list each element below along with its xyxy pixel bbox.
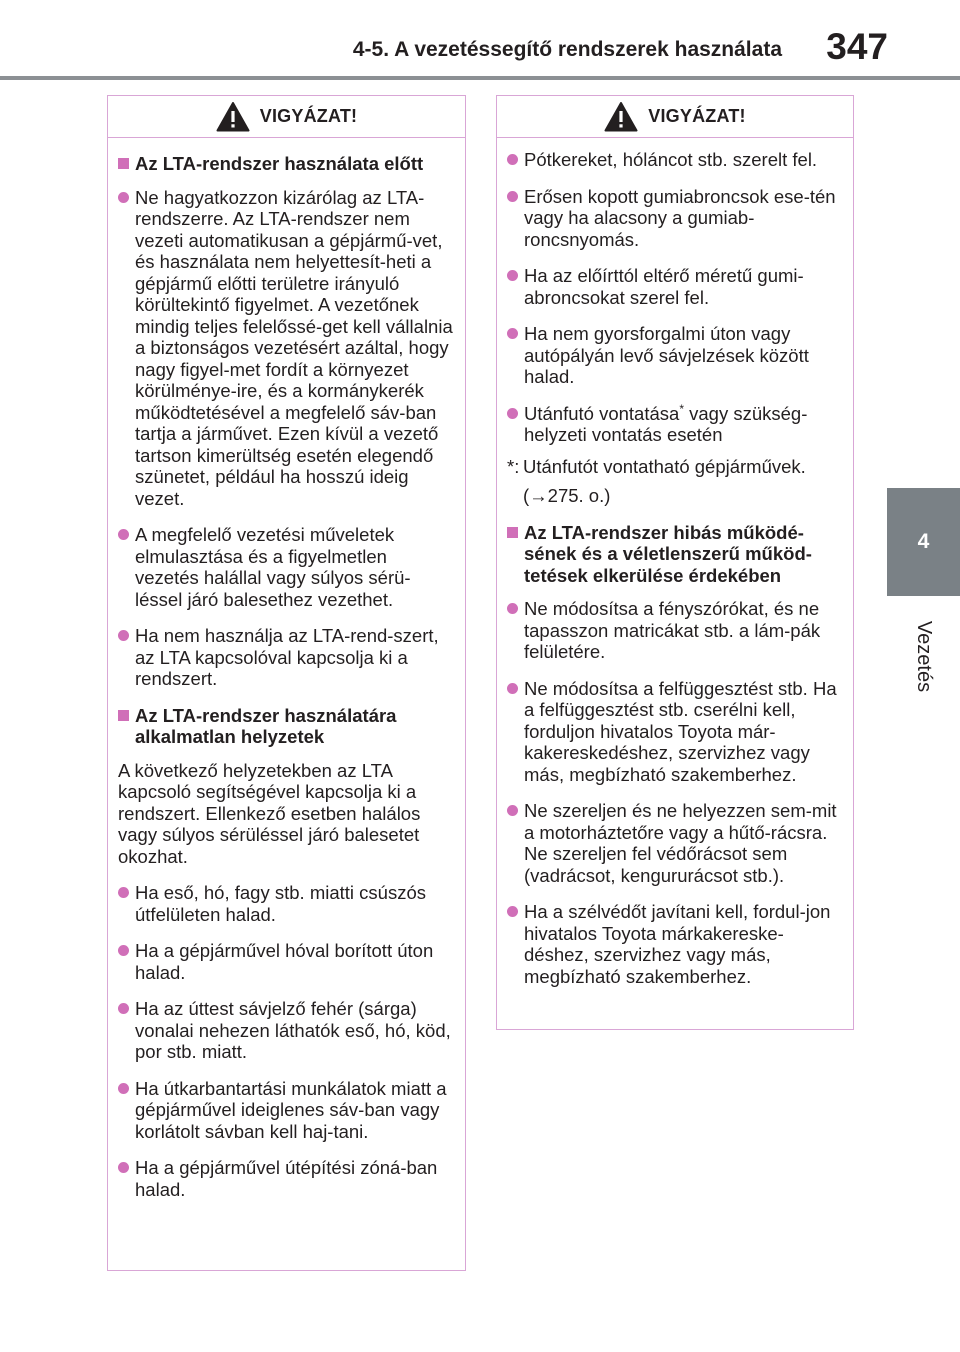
warning-header bbox=[108, 96, 465, 138]
round-bullet-icon bbox=[118, 1162, 129, 1173]
round-bullet-icon bbox=[507, 603, 518, 614]
warning-title: VIGYÁZAT! bbox=[259, 106, 358, 126]
warning-box-right bbox=[496, 95, 854, 1030]
list-item-text: Ha a szélvédőt javítani kell, fordul-jon hivatalos Toyota márkakereske-déshez, szervizhez vagy más, megbízható szakemberhez. bbox=[524, 901, 831, 987]
list-item bbox=[118, 940, 455, 983]
list-item-text: Pótkereket, hóláncot stb. szerelt fel. bbox=[524, 149, 818, 170]
list-item bbox=[118, 625, 455, 690]
towing-text-rest: vagy szükség-helyzeti vontatás esetén bbox=[524, 402, 808, 445]
list-item bbox=[507, 186, 843, 251]
list-item-text: Ne módosítsa a felfüggesztést stb. Ha a felfüggesztést stb. cserélni kell, forduljon hivatalos Toyota már-kakereskedéshez, szervizhez vagy más, megbízható szakemberhez. bbox=[524, 677, 837, 785]
round-bullet-icon bbox=[507, 805, 518, 816]
list-item bbox=[507, 265, 843, 308]
list-item-text: Ha az úttest sávjelző fehér (sárga) vonalai nehezen láthatók eső, hó, köd, por stb. miatt. bbox=[135, 998, 451, 1062]
warning-triangle-icon bbox=[604, 101, 638, 133]
list-item-text: Ha az előírttól eltérő méretű gumi-abroncsokat szerel fel. bbox=[524, 265, 804, 308]
footnote-star: * bbox=[679, 401, 684, 416]
chapter-label bbox=[892, 612, 956, 700]
warning-triangle-icon bbox=[216, 101, 250, 133]
round-bullet-icon bbox=[118, 1083, 129, 1094]
round-bullet-icon bbox=[507, 328, 518, 339]
list-item bbox=[118, 187, 455, 510]
list-item-text: Ha eső, hó, fagy stb. miatti csúszós útfelületen halad. bbox=[135, 882, 426, 925]
list-item-text: Ha a gépjárművel hóval borított úton halad. bbox=[135, 940, 434, 983]
header-rule bbox=[0, 76, 960, 80]
list-item bbox=[507, 403, 843, 446]
footnote-mark: *: bbox=[507, 455, 520, 477]
section-heading-text: Az LTA-rendszer használatára alkalmatlan helyzetek bbox=[135, 704, 397, 747]
list-item-text: Ne módosítsa a fényszórókat, és ne tapasszon matricákat stb. a lám-pák felületére. bbox=[524, 598, 821, 662]
section-heading-text: Az LTA-rendszer használata előtt bbox=[135, 153, 424, 174]
section-heading-text: Az LTA-rendszer hibás működé-sének és a véletlenszerű működ-tetések elkerülése érdekében bbox=[524, 521, 812, 586]
round-bullet-icon bbox=[118, 192, 129, 203]
list-item-text bbox=[524, 403, 843, 446]
round-bullet-icon bbox=[118, 1003, 129, 1014]
list-item bbox=[507, 800, 843, 886]
round-bullet-icon bbox=[507, 683, 518, 694]
square-bullet-icon bbox=[507, 527, 518, 538]
list-item bbox=[507, 323, 843, 388]
square-bullet-icon bbox=[118, 158, 129, 169]
list-item bbox=[507, 598, 843, 663]
list-item bbox=[118, 1157, 455, 1200]
section-title: 4-5. A vezetéssegítő rendszerek használata bbox=[352, 38, 782, 61]
footnote bbox=[507, 456, 843, 478]
list-item-text: Ha a gépjárművel útépítési zóná-ban halad. bbox=[135, 1157, 438, 1200]
round-bullet-icon bbox=[507, 191, 518, 202]
towing-text: Utánfutó vontatása bbox=[524, 402, 680, 424]
chapter-tab bbox=[887, 488, 960, 596]
warning-box-left bbox=[107, 95, 466, 1271]
round-bullet-icon bbox=[507, 408, 518, 419]
list-item bbox=[118, 1078, 455, 1143]
round-bullet-icon bbox=[118, 630, 129, 641]
round-bullet-icon bbox=[507, 906, 518, 917]
list-item bbox=[507, 149, 843, 171]
round-bullet-icon bbox=[118, 887, 129, 898]
warning-title: VIGYÁZAT! bbox=[648, 106, 746, 126]
round-bullet-icon bbox=[507, 154, 518, 165]
list-item-text: Ha útkarbantartási munkálatok miatt a gépjárművel ideiglenes sáv-ban vagy korlátolt sávban kell haj-tani. bbox=[135, 1077, 447, 1142]
square-bullet-icon bbox=[118, 710, 129, 721]
list-item bbox=[118, 998, 455, 1063]
list-item bbox=[507, 678, 843, 786]
list-item bbox=[118, 882, 455, 925]
chapter-number: 4 bbox=[917, 530, 930, 553]
page-reference: (→275. o.) bbox=[523, 485, 611, 506]
round-bullet-icon bbox=[118, 529, 129, 540]
list-item-text: Erősen kopott gumiabroncsok ese-tén vagy ha alacsony a gumiab-roncsnyomás. bbox=[524, 185, 836, 250]
page-number: 347 bbox=[826, 26, 888, 67]
list-item-text: Ne hagyatkozzon kizárólag az LTA-rendszerre. Az LTA-rendszer nem vezeti automatikusan a gépjármű-vet, és használata nem helyettesít-heti a gépjármű előtti területre irányuló körültekintő figyelmet. A vezetőnek mindig teljes felelőssé-get kell vállalnia a biztonságos vezetésért azáltal, hogy nagy figyel-met fordít a környezet körülménye-ire, és a kormánykerék működtetésével a megfelelő sáv-ban tartja a járművet. Ezen kívül a vezető tartson kimerültség esetén elegendő szünetet, például ha hosszú ideig vezet. bbox=[135, 186, 453, 509]
list-item-text: Ha nem gyorsforgalmi úton vagy autópályán levő sávjelzések között halad. bbox=[524, 323, 809, 387]
list-item-text: Ha nem használja az LTA-rend-szert, az LTA kapcsolóval kapcsolja ki a rendszert. bbox=[135, 625, 439, 689]
section-heading bbox=[118, 153, 455, 175]
round-bullet-icon bbox=[118, 945, 129, 956]
list-item-text: A megfelelő vezetési műveletek elmulasztása és a figyelmetlen vezetés halállal vagy súlyos sérü-léssel járó balesethez vezethet. bbox=[135, 524, 411, 610]
paragraph: A következő helyzetekben az LTA kapcsoló segítségével kapcsolja ki a rendszert. Ellenkező esetben halálos vagy súlyos sérüléssel járó balesetet okozhat. bbox=[118, 759, 421, 867]
list-item-text: Ne szereljen és ne helyezzen sem-mit a motorháztetőre vagy a hűtő-rácsra. Ne szereljen fel védőrácsot sem (vadrácsot, kengururácsot stb.). bbox=[524, 800, 837, 886]
round-bullet-icon bbox=[507, 270, 518, 281]
chapter-label-text: Vezetés bbox=[913, 620, 936, 692]
section-heading bbox=[118, 705, 455, 748]
list-item bbox=[118, 524, 455, 610]
section-heading bbox=[507, 522, 843, 587]
warning-header bbox=[497, 96, 853, 138]
list-item bbox=[507, 901, 843, 987]
footnote-text: Utánfutót vontatható gépjárművek. bbox=[523, 455, 806, 477]
